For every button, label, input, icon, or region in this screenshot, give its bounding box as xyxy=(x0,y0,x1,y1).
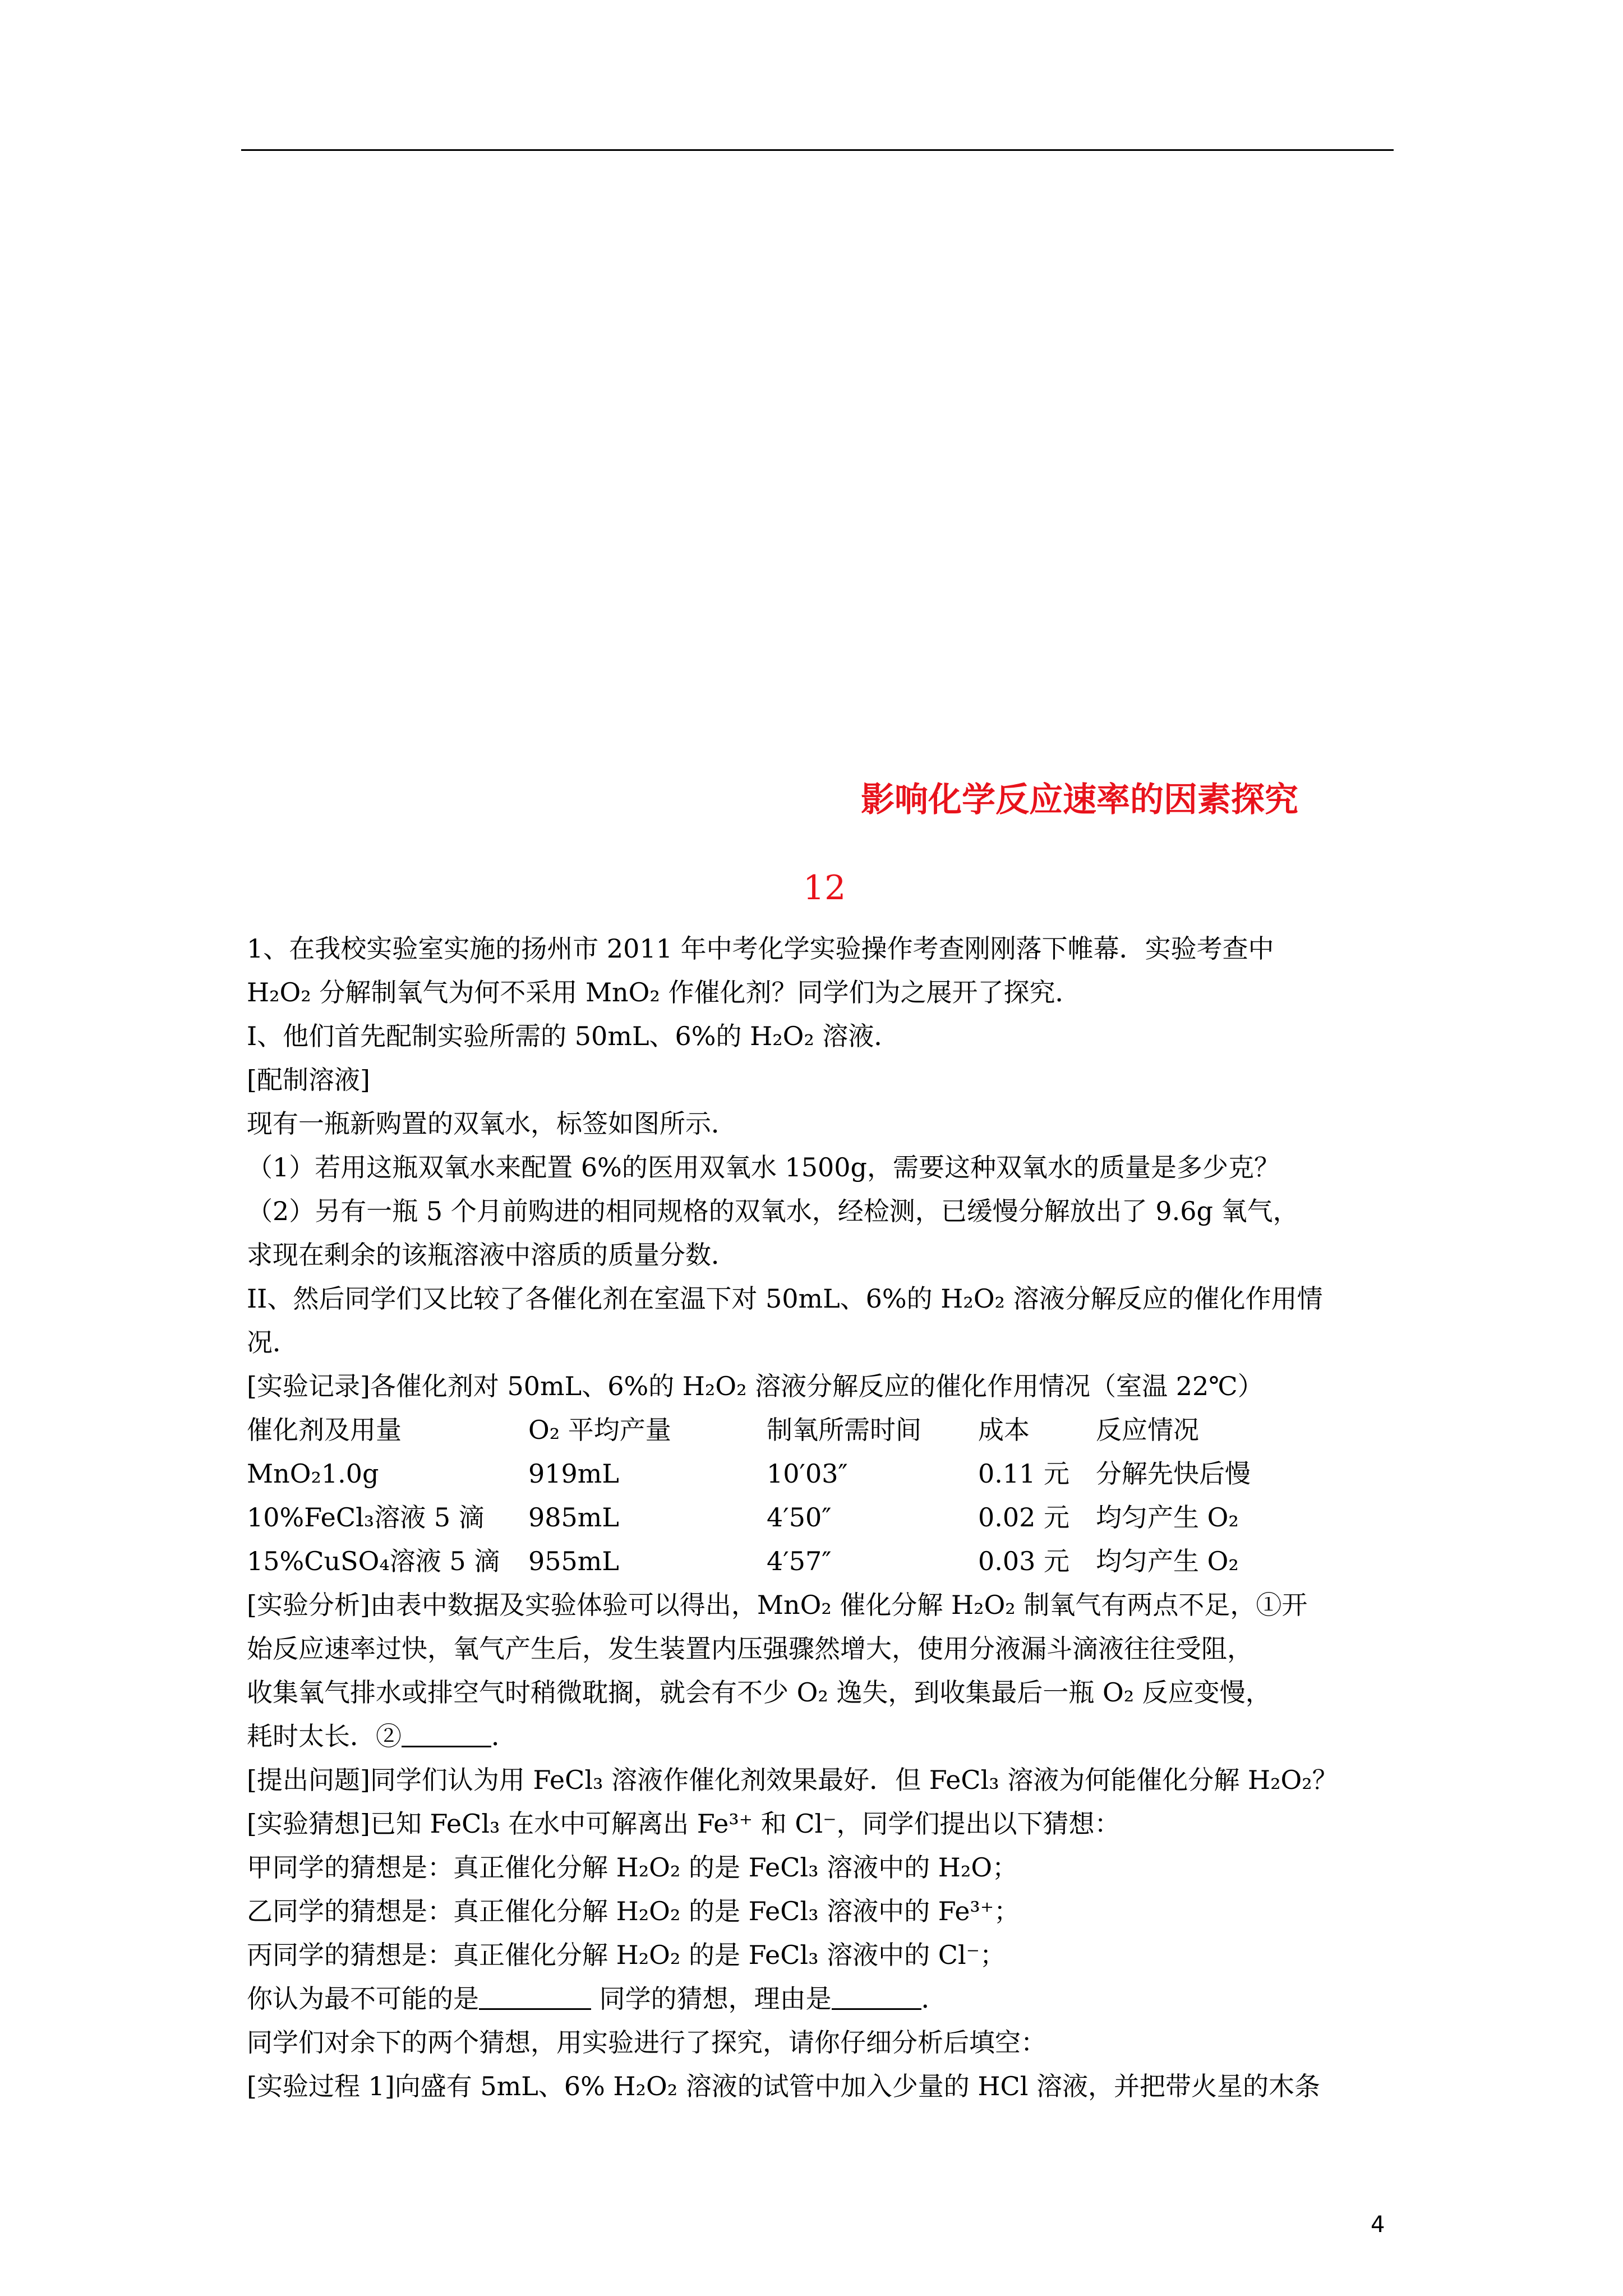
paragraph-line: [实验记录]各催化剂对 50mL、6%的 H₂O₂ 溶液分解反应的催化作用情况（室温 22℃） xyxy=(247,1371,1264,1401)
paragraph-line: 现有一瓶新购置的双氧水，标签如图所示． xyxy=(247,1108,737,1139)
table-cell: 0.11 元 xyxy=(978,1458,1070,1489)
document-title: 影响化学反应速率的因素探究 xyxy=(861,780,1298,820)
header-rule xyxy=(241,149,1394,151)
table-header-cell: 成本 xyxy=(978,1415,1030,1445)
hypothesis-b: 乙同学的猜想是：真正催化分解 H₂O₂ 的是 FeCl₃ 溶液中的 Fe³⁺； xyxy=(247,1896,1020,1926)
paragraph-line: 同学们对余下的两个猜想，用实验进行了探究，请你仔细分析后填空： xyxy=(247,2027,1046,2058)
paragraph-line: 收集氧气排水或排空气时稍微耽搁，就会有不少 O₂ 逸失，到收集最后一瓶 O₂ 反应变慢， xyxy=(247,1677,1271,1708)
table-row xyxy=(247,1496,1396,1539)
fill-in-text: ． xyxy=(491,1721,517,1751)
table-cell: 均匀产生 O₂ xyxy=(1096,1502,1239,1533)
answer-blank[interactable] xyxy=(402,1723,491,1747)
table-cell: 4′50″ xyxy=(767,1502,832,1533)
paragraph-line: 求现在剩余的该瓶溶液中溶质的质量分数． xyxy=(247,1240,737,1270)
fill-in-text: 同学的猜想，理由是 xyxy=(591,1984,832,2014)
fill-in-text: 你认为最不可能的是 xyxy=(247,1984,479,2014)
paragraph-line: II、然后同学们又比较了各催化剂在室温下对 50mL、6%的 H₂O₂ 溶液分解反应的催化作用情 xyxy=(247,1283,1323,1314)
table-header-cell: 反应情况 xyxy=(1096,1415,1199,1445)
fill-in-line xyxy=(247,1714,1396,1758)
paragraph-line: 1、在我校实验室实施的扬州市 2011 年中考化学实验操作考查刚刚落下帷幕．实验考查中 xyxy=(247,933,1274,964)
paragraph-line: [实验分析]由表中数据及实验体验可以得出，MnO₂ 催化分解 H₂O₂ 制氧气有两点不足，①开 xyxy=(247,1590,1308,1620)
table-header-cell: O₂ 平均产量 xyxy=(528,1415,671,1445)
fill-in-line xyxy=(247,1977,1396,2021)
paragraph-line: [提出问题]同学们认为用 FeCl₃ 溶液作催化剂效果最好．但 FeCl₃ 溶液为何能催化分解 H₂O₂？ xyxy=(247,1765,1338,1795)
paragraph-line: 始反应速率过快，氧气产生后，发生装置内压强骤然增大，使用分液漏斗滴液往往受阻， xyxy=(247,1634,1253,1664)
table-cell: 0.03 元 xyxy=(978,1546,1070,1576)
question-2: （2）另有一瓶 5 个月前购进的相同规格的双氧水，经检测，已缓慢分解放出了 9.6g 氧气， xyxy=(247,1196,1299,1226)
table-cell: 4′57″ xyxy=(767,1546,832,1576)
page-number: 4 xyxy=(1371,2212,1385,2238)
table-cell: 955mL xyxy=(528,1546,619,1576)
table-cell: 985mL xyxy=(528,1502,619,1533)
answer-blank[interactable] xyxy=(479,1986,591,2010)
table-cell: 15%CuSO₄溶液 5 滴 xyxy=(247,1546,500,1576)
table-cell: 919mL xyxy=(528,1458,619,1489)
table-cell: MnO₂1.0g xyxy=(247,1458,379,1489)
table-cell: 10%FeCl₃溶液 5 滴 xyxy=(247,1502,485,1533)
paragraph-line: [实验过程 1]向盛有 5mL、6% H₂O₂ 溶液的试管中加入少量的 HCl 溶液，并把带火星的木条 xyxy=(247,2071,1321,2101)
question-1: （1）若用这瓶双氧水来配置 6%的医用双氧水 1500g，需要这种双氧水的质量是多少克？ xyxy=(247,1152,1280,1182)
paragraph-line: 况． xyxy=(247,1327,298,1358)
document-subtitle: 12 xyxy=(803,868,846,908)
table-cell: 均匀产生 O₂ xyxy=(1096,1546,1239,1576)
hypothesis-a: 甲同学的猜想是：真正催化分解 H₂O₂ 的是 FeCl₃ 溶液中的 H₂O； xyxy=(247,1852,1018,1883)
answer-blank[interactable] xyxy=(832,1986,921,2010)
table-cell: 分解先快后慢 xyxy=(1096,1458,1251,1489)
hypothesis-c: 丙同学的猜想是：真正催化分解 H₂O₂ 的是 FeCl₃ 溶液中的 Cl⁻； xyxy=(247,1940,1006,1970)
table-row xyxy=(247,1452,1396,1496)
document-body xyxy=(247,927,1396,2108)
table-header xyxy=(247,1408,1396,1452)
table-cell: 0.02 元 xyxy=(978,1502,1070,1533)
paragraph-line: I、他们首先配制实验所需的 50mL、6%的 H₂O₂ 溶液． xyxy=(247,1021,900,1051)
table-cell: 10′03″ xyxy=(767,1458,848,1489)
fill-in-text: 耗时太长．② xyxy=(247,1721,402,1751)
paragraph-line: [实验猜想]已知 FeCl₃ 在水中可解离出 Fe³⁺ 和 Cl⁻，同学们提出以下猜想： xyxy=(247,1809,1121,1839)
paragraph-line: [配制溶液] xyxy=(247,1065,370,1095)
paragraph-line: H₂O₂ 分解制氧气为何不采用 MnO₂ 作催化剂？同学们为之展开了探究． xyxy=(247,977,1081,1007)
table-row xyxy=(247,1539,1396,1583)
table-header-cell: 催化剂及用量 xyxy=(247,1415,402,1445)
fill-in-text: ． xyxy=(921,1984,947,2014)
table-header-cell: 制氧所需时间 xyxy=(767,1415,921,1445)
